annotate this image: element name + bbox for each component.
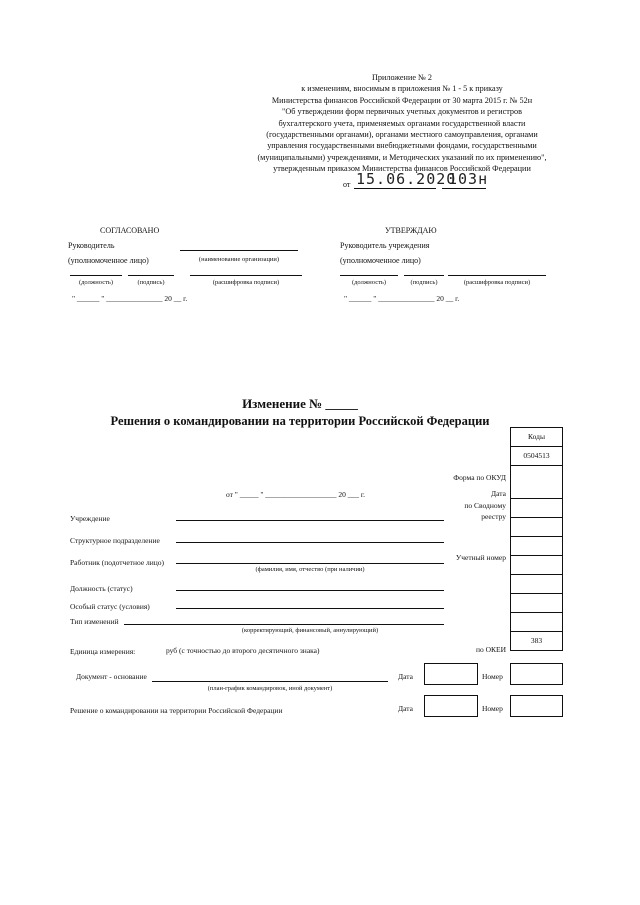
basis-doc-caption: (план-график командировок, иной документ): [207, 685, 333, 692]
institution-label: Учреждение: [70, 514, 110, 523]
department-field[interactable]: [176, 542, 444, 543]
annex-line: (государственными органами), органами местного самоуправления, органами: [266, 130, 538, 140]
change-code-cell[interactable]: [511, 613, 562, 632]
basis-doc-label: Документ - основание: [76, 672, 147, 681]
agreed-org-line[interactable]: [180, 250, 298, 251]
date-label: Дата: [491, 489, 506, 498]
registry-code-cell[interactable]: [511, 499, 562, 518]
approved-position-line[interactable]: [340, 275, 398, 276]
agreed-position-caption: (должность): [78, 279, 114, 286]
annex-line: Приложение № 2: [372, 73, 432, 82]
position-field[interactable]: [176, 590, 444, 591]
annex-line: Министерства финансов Российской Федерации от 30 марта 2015 г. № 52н: [271, 95, 533, 105]
approved-signature-line[interactable]: [404, 275, 444, 276]
order-date-handwritten: 15.06.2020: [356, 170, 457, 188]
order-date-underline: [354, 188, 436, 189]
codes-header: Коды: [511, 428, 562, 447]
blank-code-cell[interactable]: [511, 518, 562, 537]
basis-doc-field[interactable]: [152, 681, 388, 682]
employee-label: Работник (подотчетное лицо): [70, 558, 165, 567]
decision-number-box[interactable]: [510, 695, 563, 717]
basis-number-label: Номер: [482, 672, 503, 681]
agreed-org-caption: (наименование организации): [198, 256, 280, 263]
change-number-title: Изменение № _____: [242, 396, 358, 411]
registry-label-2: реестру: [481, 512, 506, 521]
approved-heading: УТВЕРЖДАЮ: [385, 226, 437, 235]
agreed-position-line[interactable]: [70, 275, 122, 276]
annex-line: (муниципальными) учреждениями, и Методических указаний по их применению",: [257, 152, 547, 162]
status-code-cell-2[interactable]: [511, 594, 562, 613]
annex-header: [232, 72, 572, 175]
decision-number-label: Номер: [482, 704, 503, 713]
employee-caption: (фамилия, имя, отчество (при наличии): [255, 566, 365, 573]
status-code-cell[interactable]: [511, 575, 562, 594]
okud-label: Форма по ОКУД: [453, 473, 506, 482]
account-code-cell[interactable]: [511, 537, 562, 556]
okei-code-cell: 383: [511, 632, 562, 651]
special-status-field[interactable]: [176, 608, 444, 609]
okud-code-cell: 0504513: [511, 447, 562, 466]
approved-decoding-line[interactable]: [448, 275, 546, 276]
agreed-signature-caption: (подпись): [137, 279, 165, 286]
unit-label: Единица измерения:: [70, 647, 136, 656]
approved-date-line[interactable]: " ______ " _______________ 20 __ г.: [344, 294, 460, 303]
agreed-head-label: Руководитель: [68, 241, 115, 250]
approved-position-caption: (должность): [351, 279, 387, 286]
agreed-authorized-label: (уполномоченное лицо): [68, 256, 149, 265]
agreed-signature-line[interactable]: [128, 275, 174, 276]
date-code-cell[interactable]: [511, 466, 562, 499]
order-number-underline: [442, 188, 486, 189]
decision-label: Решение о командировании на территории Российской Федерации: [70, 706, 283, 715]
approved-decoding-caption: (расшифровка подписи): [463, 279, 531, 286]
position-code-cell[interactable]: [511, 556, 562, 575]
agreed-date-line[interactable]: " ______ " _______________ 20 __ г.: [72, 294, 188, 303]
form-date-line[interactable]: от " _____ " ___________________ 20 ___ г.: [226, 490, 366, 499]
approved-signature-caption: (подпись): [410, 279, 438, 286]
decision-title: Решения о командировании на территории Российской Федерации: [110, 414, 490, 428]
institution-field[interactable]: [176, 520, 444, 521]
change-type-label: Тип изменений: [70, 617, 119, 626]
decision-date-label: Дата: [398, 704, 413, 713]
order-prefix: от: [343, 180, 351, 189]
department-label: Структурное подразделение: [70, 536, 160, 545]
employee-field[interactable]: [176, 563, 444, 564]
annex-line: бухгалтерского учета, применяемых органами государственной власти: [278, 118, 526, 128]
position-label: Должность (статус): [70, 584, 133, 593]
change-type-field[interactable]: [124, 624, 444, 625]
agreed-decoding-caption: (расшифровка подписи): [212, 279, 280, 286]
annex-line: к изменениям, вносимым в приложения № 1 - 5 к приказу: [301, 84, 503, 94]
approved-head-label: Руководитель учреждения: [340, 241, 430, 250]
agreed-heading: СОГЛАСОВАНО: [100, 226, 160, 235]
special-status-label: Особый статус (условия): [70, 602, 150, 611]
basis-date-label: Дата: [398, 672, 413, 681]
decision-date-box[interactable]: [424, 695, 478, 717]
annex-line: управления государственными внебюджетными фондами, государственными: [267, 141, 537, 151]
unit-value: руб (с точностью до второго десятичного знака): [166, 646, 320, 655]
account-number-label: Учетный номер: [455, 553, 506, 562]
basis-number-box[interactable]: [510, 663, 563, 685]
codes-table: [510, 427, 563, 651]
annex-line: "Об утверждении форм первичных учетных документов и регистров: [282, 107, 522, 117]
agreed-decoding-line[interactable]: [190, 275, 302, 276]
basis-date-box[interactable]: [424, 663, 478, 685]
order-number-handwritten: 103н: [448, 170, 489, 188]
okei-label: по ОКЕИ: [475, 645, 506, 654]
approved-authorized-label: (уполномоченное лицо): [340, 256, 421, 265]
annex-line: утвержденным приказом Министерства финансов Российской Федерации: [273, 164, 531, 174]
registry-label-1: по Сводному: [464, 501, 506, 510]
change-type-caption: (корректирующий, финансовый, аннулирующий): [241, 627, 379, 634]
